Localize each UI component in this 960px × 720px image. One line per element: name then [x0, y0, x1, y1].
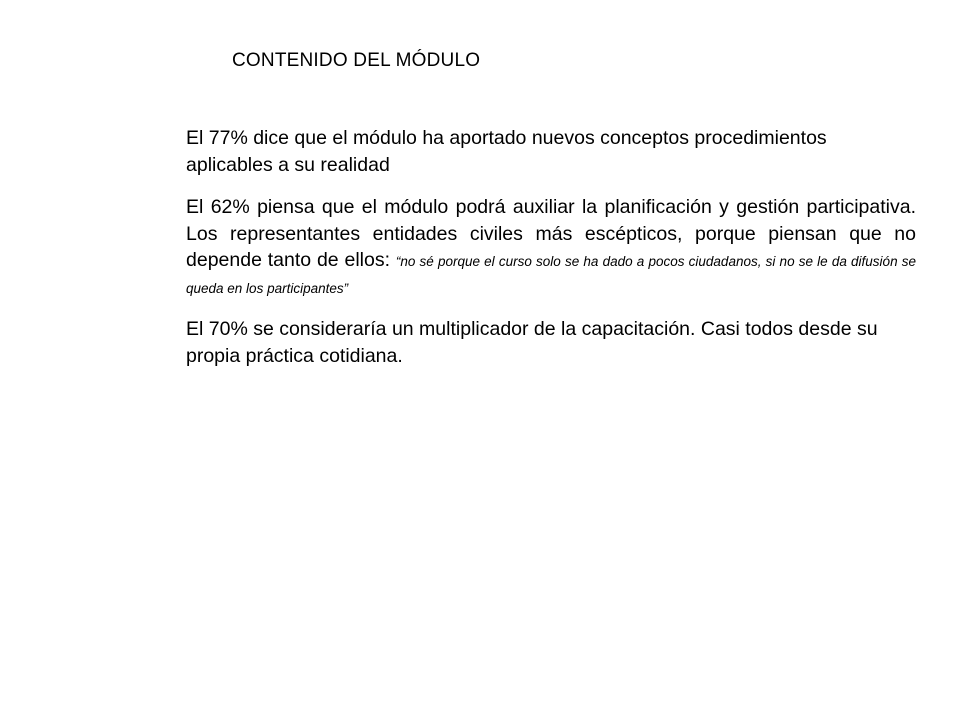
paragraph-77-percent: El 77% dice que el módulo ha aportado nuevos conceptos procedimientos aplicables a su realidad	[186, 127, 827, 176]
paragraph-70-percent: El 70% se consideraría un multiplicador de la capacitación. Casi todos desde su propia práctica cotidiana.	[186, 318, 878, 367]
participant-quote: “no sé porque el curso solo se ha dado a pocos ciudadanos, si no se le da difusión se queda en los participantes”	[186, 254, 916, 296]
slide-body	[186, 125, 916, 369]
slide-title: CONTENIDO DEL MÓDULO	[232, 50, 481, 71]
paragraph-62-percent	[186, 194, 916, 300]
paragraph-62-percent-text: El 62% piensa que el módulo podrá auxiliar la planificación y gestión participativa. Los representantes entidades civiles más escépticos, porque piensan que no depende tanto de ellos:	[186, 196, 916, 271]
